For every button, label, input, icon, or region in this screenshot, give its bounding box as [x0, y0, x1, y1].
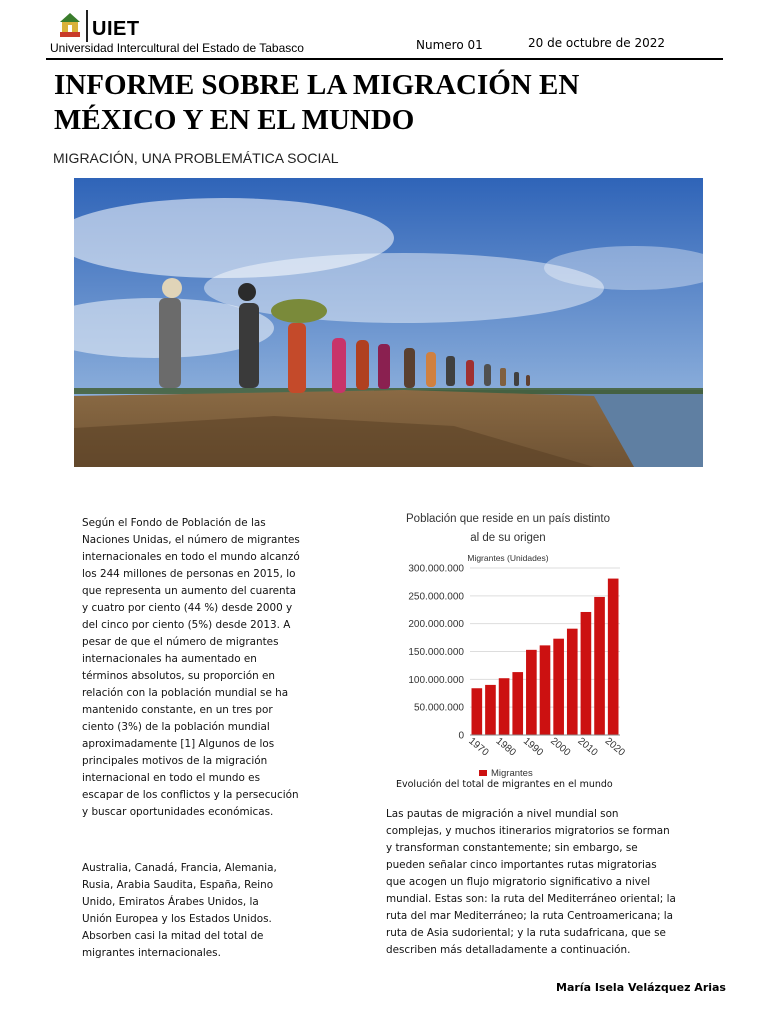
issue-date: 20 de octubre de 2022 [528, 36, 665, 50]
bar-1995 [540, 645, 551, 735]
bar-2020 [608, 579, 619, 735]
legend-label: Migrantes [491, 768, 533, 779]
y-tick-label: 300.000.000 [408, 563, 464, 575]
chart-y-axis-label: Migrantes (Unidades) [467, 553, 549, 563]
bar-1990 [526, 650, 537, 735]
university-logo-icon [56, 10, 84, 40]
y-tick-label: 150.000.000 [408, 647, 464, 658]
x-tick-label: 1970 [466, 735, 491, 759]
legend-swatch [479, 770, 487, 776]
paragraph-destination-countries: Australia, Canadá, Francia, Alemania, Rusia, Arabia Saudita, España, Reino Unido, Emiratos Árabes Unidos, la Unión Europea y los Estados Unidos. Absorben casi la mitad del total de migrantes internacionales. [82, 862, 277, 959]
logo-divider [86, 10, 88, 42]
title-line-1: INFORME SOBRE LA MIGRACIÓN EN [54, 69, 580, 101]
migrants-bar-chart [372, 504, 644, 786]
x-tick-label: 1980 [493, 735, 518, 759]
y-tick-label: 250.000.000 [408, 591, 464, 603]
university-name: Universidad Intercultural del Estado de Tabasco [50, 41, 304, 55]
logo-text: UIET [92, 18, 140, 40]
bar-2010 [581, 612, 592, 735]
bar-1970 [472, 688, 483, 735]
x-tick-label: 1990 [520, 735, 546, 759]
bar-2000 [553, 639, 564, 735]
y-tick-label: 100.000.000 [408, 674, 464, 686]
chart-caption: Evolución del total de migrantes en el mundo [396, 779, 613, 790]
bar-2015 [594, 597, 605, 735]
y-tick-label: 0 [458, 730, 464, 742]
x-tick-label: 2010 [575, 735, 600, 759]
x-tick-label: 2000 [548, 735, 573, 759]
y-tick-label: 200.000.000 [408, 619, 464, 631]
bar-1980 [499, 678, 510, 735]
issue-number: Numero 01 [416, 38, 483, 52]
paragraph-migration-routes: Las pautas de migración a nivel mundial son complejas, y muchos itinerarios migratorios se forman y transforman constantemente; sin embargo, se pueden señalar cinco importantes rutas migratorias que acogen un flujo migratorio significativo a nivel mundial. Estas son: la ruta del Mediterráneo oriental; la ruta del mar Mediterráneo; la ruta Centroamericana; la ruta de Asia sudoriental; y la ruta sudafricana, que se describen más detalladamente a continuación. [386, 808, 676, 956]
page-title [54, 68, 694, 138]
bar-1975 [485, 685, 496, 735]
chart-title-line-1: Población que reside en un país distinto [406, 513, 610, 525]
author-name: María Isela Velázquez Arias [556, 981, 726, 994]
title-line-2: MÉXICO Y EN EL MUNDO [54, 104, 415, 136]
bar-2005 [567, 629, 578, 735]
header-divider [46, 58, 723, 60]
chart-title-line-2: al de su origen [470, 532, 546, 544]
y-tick-label: 50.000.000 [413, 702, 464, 714]
x-tick-label: 2020 [602, 735, 627, 759]
subtitle: MIGRACIÓN, UNA PROBLEMÁTICA SOCIAL [53, 150, 339, 166]
bar-1985 [512, 672, 523, 735]
paragraph-migration-statistics: Según el Fondo de Población de las Naciones Unidas, el número de migrantes internacionales en todo el mundo alcanzó los 244 millones de personas en 2015, lo que representa un aumento del cuarenta y cuatro por ciento (44 %) desde 2000 y del cinco por ciento (5%) desde 2013. A pesar de que el número de migrantes internacionales ha aumentado en términos absolutos, su proporción en relación con la población mundial se ha mantenido constante, en un tres por ciento (3%) de la población mundial aproximadamente [1] Algunos de los principales motivos de la migración internacional en todo el mundo es escapar de los conflictos y la persecución y buscar oportunidades económicas. [82, 517, 300, 818]
migrants-walking-photo [74, 178, 703, 467]
